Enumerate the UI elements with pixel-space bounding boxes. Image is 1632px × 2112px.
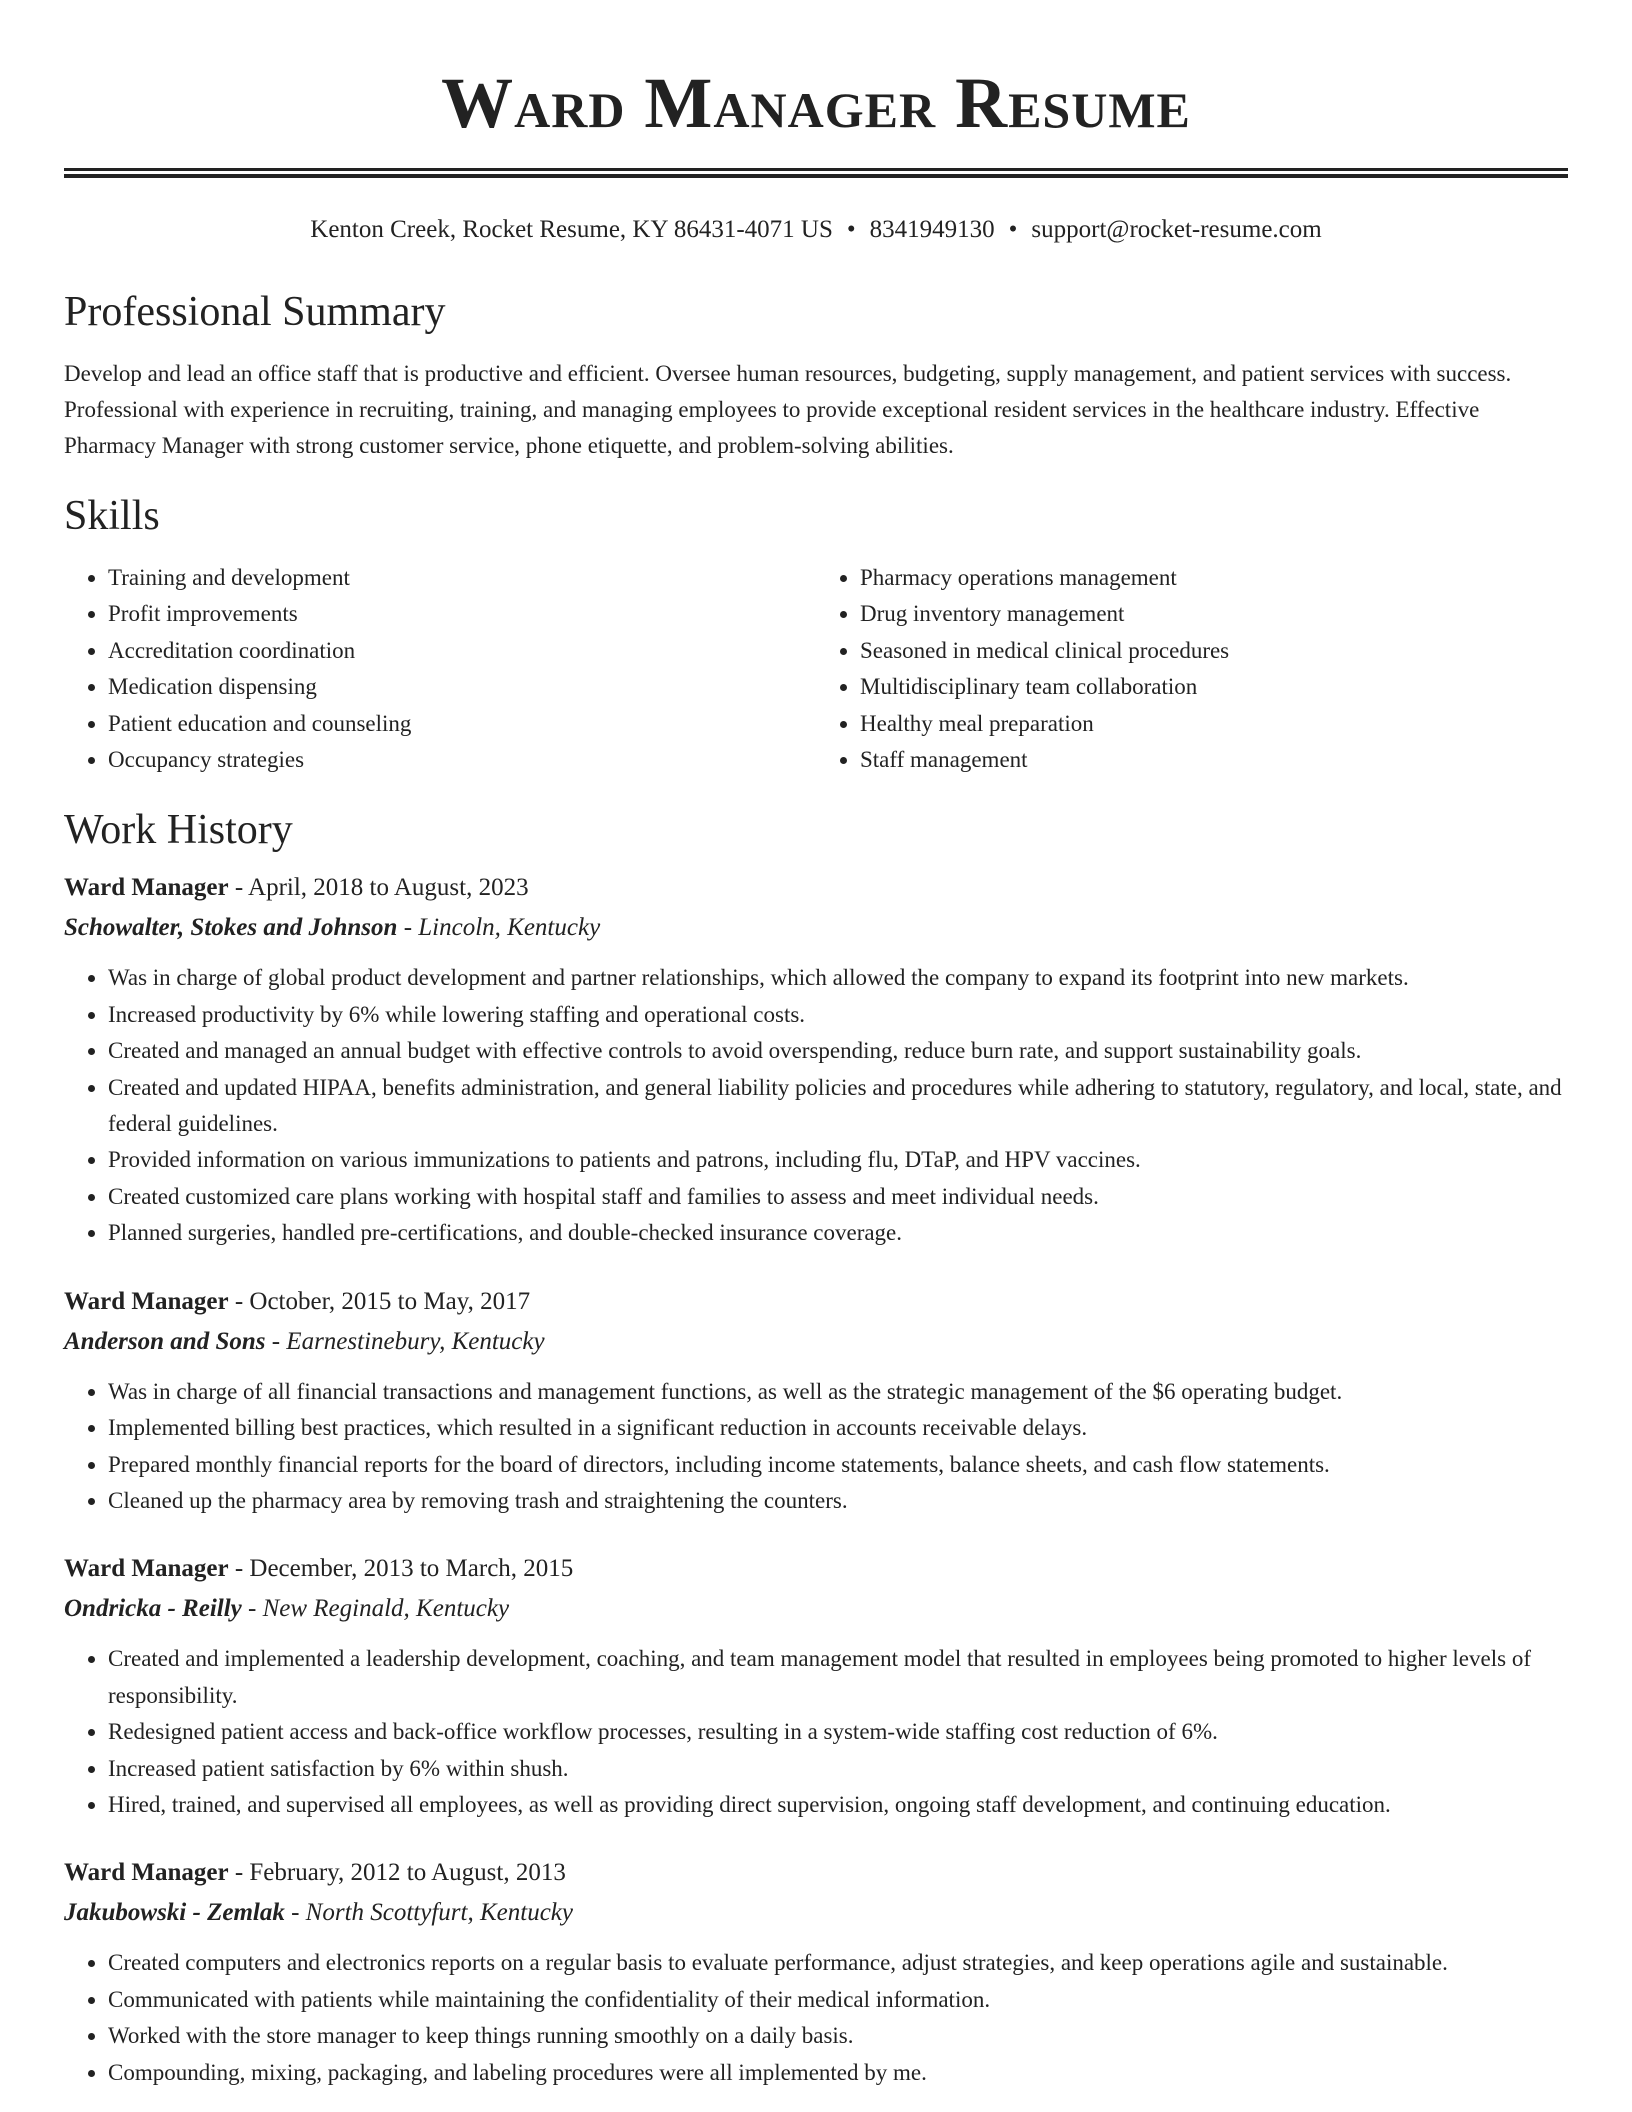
job-entry (64, 1282, 1568, 1520)
job-entry (64, 1853, 1568, 2091)
job-bullet: • Redesigned patient access and back-office workflow processes, resulting in a system-wide staffing cost reduction of 6%. (108, 1714, 1568, 1750)
job-dates: - October, 2015 to May, 2017 (228, 1287, 531, 1315)
job-bullet: • Prepared monthly financial reports for the board of directors, including income statements, balance sheets, and cash flow statements. (108, 1447, 1568, 1483)
job-dates: - February, 2012 to August, 2013 (228, 1859, 566, 1887)
job-bullet: • Was in charge of global product development and partner relationships, which allowed the company to expand its footprint into new markets. (108, 960, 1568, 996)
job-dates: - December, 2013 to March, 2015 (228, 1555, 574, 1583)
summary-text: Develop and lead an office staff that is productive and efficient. Oversee human resources, budgeting, supply management, and patient services with success. Professional with experience in recruiting, training, and managing employees to provide exceptional resident services in the healthcare industry. Effective Pharmacy Manager with strong customer service, phone etiquette, and problem-solving abilities. (64, 361, 1512, 458)
job-bullet: • Worked with the store manager to keep things running smoothly on a daily basis. (108, 2018, 1568, 2054)
job-header (64, 1853, 1568, 1893)
job-bullet: • Hired, trained, and supervised all employees, as well as providing direct supervision, ongoing staff development, and continuing education. (108, 1787, 1568, 1823)
job-bullets (64, 960, 1568, 1251)
job-bullet: • Created and implemented a leadership development, coaching, and team management model that resulted in employees being promoted to higher levels of responsibility. (108, 1641, 1568, 1714)
company-name: Schowalter, Stokes and Johnson (64, 914, 398, 942)
job-bullet: • Created computers and electronics reports on a regular basis to evaluate performance, adjust strategies, and keep operations agile and sustainable. (108, 1945, 1568, 1981)
job-bullet: • Increased patient satisfaction by 6% within shush. (108, 1751, 1568, 1787)
job-title: Ward Manager (64, 1287, 229, 1315)
job-bullet: • Was in charge of all financial transactions and management functions, as well as the strategic management of the $6 operating budget. (108, 1374, 1568, 1410)
skill-item: • Medication dispensing (108, 669, 816, 705)
job-entry (64, 1549, 1568, 1823)
job-bullet: • Increased productivity by 6% while lowering staffing and operational costs. (108, 997, 1568, 1033)
job-bullet: • Communicated with patients while maintaining the confidentiality of their medical information. (108, 1982, 1568, 2018)
job-entry (64, 868, 1568, 1251)
skill-item: • Accreditation coordination (108, 633, 816, 669)
skill-item: • Seasoned in medical clinical procedures (860, 633, 1568, 669)
company-name: Anderson and Sons (64, 1327, 266, 1355)
skill-item: • Patient education and counseling (108, 706, 816, 742)
company-line (64, 1893, 1568, 1933)
skill-item: • Drug inventory management (860, 596, 1568, 632)
skill-item: • Healthy meal preparation (860, 706, 1568, 742)
contact-address: Kenton Creek, Rocket Resume, KY 86431-4071 US (310, 216, 833, 243)
job-header (64, 1549, 1568, 1589)
summary-heading: Professional Summary (64, 289, 446, 335)
job-header (64, 1282, 1568, 1322)
company-location: - Earnestinebury, Kentucky (265, 1327, 545, 1355)
skill-item: • Training and development (108, 560, 816, 596)
job-bullet: • Implemented billing best practices, which resulted in a significant reduction in accounts receivable delays. (108, 1410, 1568, 1446)
job-bullet: • Planned surgeries, handled pre-certifications, and double-checked insurance coverage. (108, 1215, 1568, 1251)
job-bullet: • Cleaned up the pharmacy area by removing trash and straightening the counters. (108, 1483, 1568, 1519)
company-location: - Lincoln, Kentucky (397, 914, 601, 942)
job-dates: - April, 2018 to August, 2023 (228, 874, 529, 902)
job-bullet: • Created and updated HIPAA, benefits administration, and general liability policies and procedures while adhering to statutory, regulatory, and local, state, and federal guidelines. (108, 1070, 1568, 1143)
skills-column-left (64, 560, 816, 778)
job-title: Ward Manager (64, 1555, 229, 1583)
contact-separator: • (1008, 216, 1018, 243)
work-history-heading: Work History (64, 807, 293, 854)
skill-item: • Multidisciplinary team collaboration (860, 669, 1568, 705)
company-name: Jakubowski - Zemlak (64, 1899, 285, 1927)
job-title: Ward Manager (64, 1859, 229, 1887)
job-bullet: • Compounding, mixing, packaging, and labeling procedures were all implemented by me. (108, 2055, 1568, 2091)
skills-column-right (816, 560, 1568, 778)
skill-item: • Occupancy strategies (108, 742, 816, 778)
skills-heading: Skills (64, 493, 160, 539)
job-title: Ward Manager (64, 874, 229, 902)
contact-phone: 8341949130 (869, 216, 995, 243)
company-location: - North Scottyfurt, Kentucky (284, 1899, 573, 1927)
contact-line (64, 214, 1568, 246)
job-bullet: • Created customized care plans working with hospital staff and families to assess and meet individual needs. (108, 1179, 1568, 1215)
skill-item: • Staff management (860, 742, 1568, 778)
company-location: - New Reginald, Kentucky (241, 1595, 510, 1623)
job-header (64, 868, 1568, 908)
job-bullets (64, 1945, 1568, 2091)
contact-email: support@rocket-resume.com (1031, 216, 1322, 243)
job-bullet: • Provided information on various immunizations to patients and patrons, including flu, DTaP, and HPV vaccines. (108, 1142, 1568, 1178)
company-line (64, 1322, 1568, 1362)
skill-item: • Pharmacy operations management (860, 560, 1568, 596)
skill-item: • Profit improvements (108, 596, 816, 632)
company-line (64, 1589, 1568, 1629)
company-line (64, 908, 1568, 948)
job-bullets (64, 1641, 1568, 1823)
company-name: Ondricka - Reilly (64, 1595, 242, 1623)
resume-title: Ward Manager Resume (441, 63, 1191, 143)
skills-list (64, 560, 1568, 778)
job-bullet: • Created and managed an annual budget with effective controls to avoid overspending, reduce burn rate, and support sustainability goals. (108, 1033, 1568, 1069)
job-bullets (64, 1374, 1568, 1520)
title-divider (64, 168, 1568, 178)
contact-separator: • (846, 216, 856, 243)
